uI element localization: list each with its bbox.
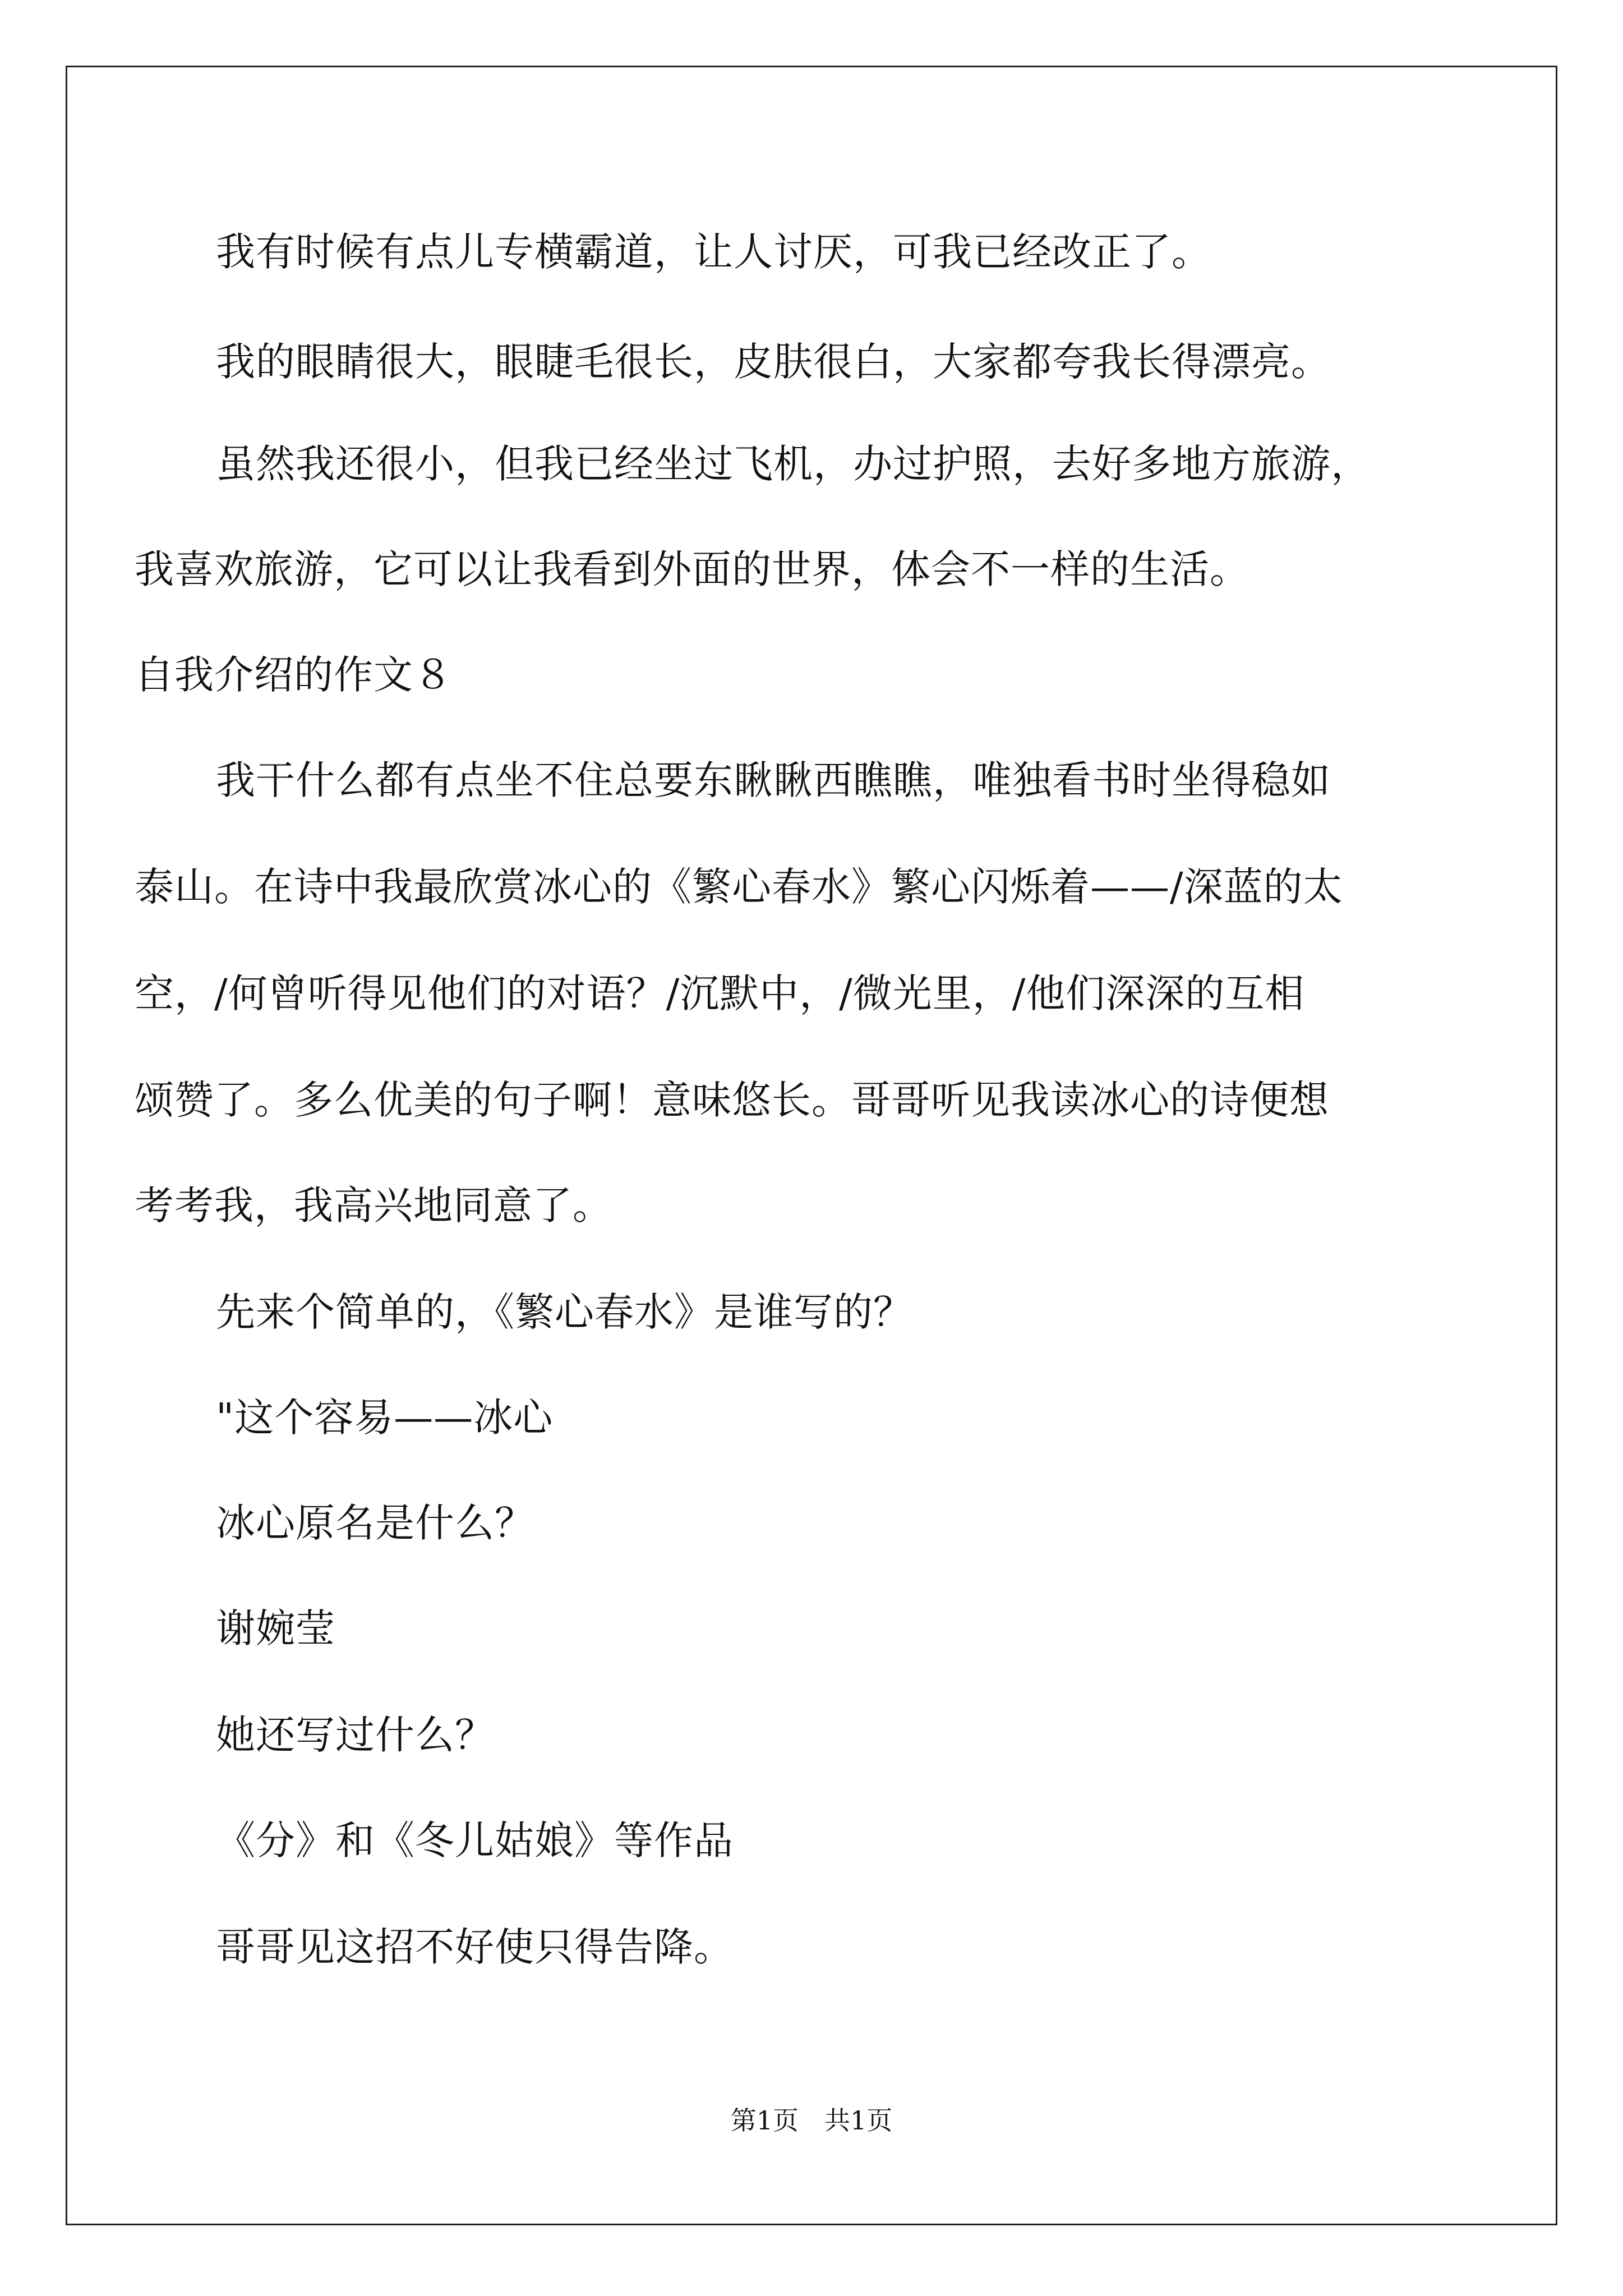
paragraph-line: 哥哥见这招不好使只得告降。 [216, 1924, 734, 1970]
page-footer: 第1页 共1页 [730, 2105, 893, 2136]
section-heading: 自我介绍的作文８ [135, 652, 453, 698]
paragraph-line: 冰心原名是什么？ [216, 1500, 534, 1546]
paragraph-line: 我的眼睛很大，眼睫毛很长，皮肤很白，大家都夸我长得漂亮。 [216, 339, 1331, 385]
paragraph-line: 《分》和《冬儿姑娘》等作品 [216, 1818, 734, 1864]
paragraph-line: 虽然我还很小，但我已经坐过飞机，办过护照，去好多地方旅游， [216, 441, 1371, 487]
paragraph-line: 她还写过什么？ [216, 1712, 495, 1758]
paragraph-line: 空，/何曾听得见他们的对语？/沉默中，/微光里，/他们深深的互相 [135, 970, 1305, 1016]
page-border [66, 66, 1557, 2225]
paragraph-line: 我干什么都有点坐不住总要东瞅瞅西瞧瞧，唯独看书时坐得稳如 [216, 757, 1331, 803]
paragraph-line: 先来个简单的，《繁心春水》是谁写的？ [216, 1289, 913, 1335]
paragraph-line: 我有时候有点儿专横霸道，让人讨厌，可我已经改正了。 [216, 229, 1211, 275]
paragraph-line: "这个容易——冰心 [216, 1395, 554, 1441]
paragraph-line: 泰山。在诗中我最欣赏冰心的《繁心春水》繁心闪烁着——/深蓝的太 [135, 864, 1343, 910]
paragraph-line: 我喜欢旅游，它可以让我看到外面的世界，体会不一样的生活。 [135, 546, 1249, 592]
paragraph-line: 颂赞了。多么优美的句子啊！意味悠长。哥哥听见我读冰心的诗便想 [135, 1077, 1329, 1123]
paragraph-line: 考考我，我高兴地同意了。 [135, 1182, 612, 1228]
paragraph-line: 谢婉莹 [216, 1605, 335, 1651]
